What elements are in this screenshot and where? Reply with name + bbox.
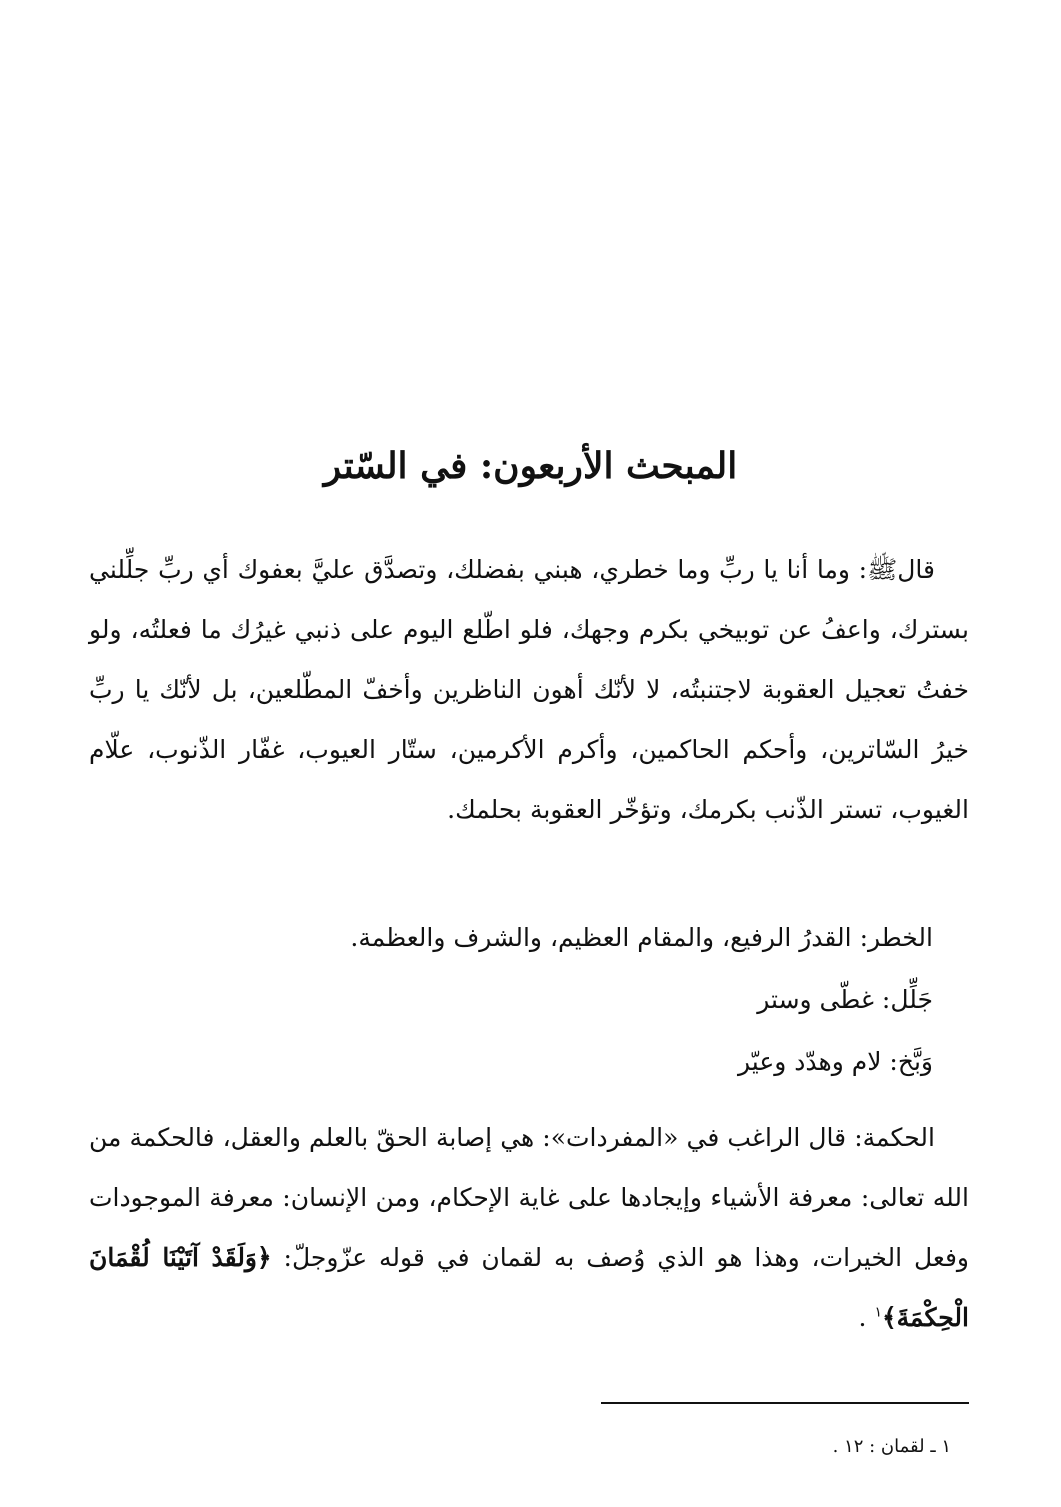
definition-jallil: جَلِّل: غطّى وستر [757,985,933,1014]
hikma-paragraph [89,1108,969,1348]
footnote-text: ١ ـ لقمان : ١٢ . [832,1436,951,1457]
definition-khatar: الخطر: القدرُ الرفيع، والمقام العظيم، والشرف والعظمة. [350,923,933,952]
footnote-reference: ١ [874,1304,882,1321]
hadith-text: : وما أنا يا ربِّ وما خطري، هبني بفضلك، وتصدَّق عليَّ بعفوك أي ربِّ جلِّلني بسترك، واعفُ عن توبيخي بكرم وجهك، فلو اطّلع اليوم على ذنبي غيرُك ما فعلتُه، ولو خفتُ تعجيل العقوبة لاجتنبتُه، لا لأنّك أهون الناظرين وأخفّ المطّلعين، بل لأنّك يا ربِّ خيرُ السّاترين، وأحكم الحاكمين، وأكرم الأكرمين، ستّار العيوب، غفّار الذّنوب، علّام الغيوب، تستر الذّنب بكرمك، وتؤخّر العقوبة بحلمك. [89,555,969,824]
definition-wabbakh: وَبَّخ: لام وهدّد وعيّر [737,1047,933,1076]
hikma-end: . [858,1303,875,1332]
section-title: المبحث الأربعون: في السّتر [323,445,738,487]
hadith-intro: قال [897,555,935,584]
hadith-paragraph [89,540,969,840]
quran-verse: ﴿وَلَقَدْ آتَيْنَا لُقْمَانَ الْحِكْمَةَ﴾ [89,1243,969,1332]
footnote-divider [601,1402,969,1404]
honorific-symbol: ﷺ [867,555,898,584]
hikma-text: الحكمة: قال الراغب في «المفردات»: هي إصابة الحقّ بالعلم والعقل، فالحكمة من الله تعالى: معرفة الأشياء وإيجادها على غاية الإحكام، ومن الإنسان: معرفة الموجودات وفعل الخيرات، وهذا هو الذي وُصف به لقمان في قوله عزّوجلّ: [89,1123,969,1272]
